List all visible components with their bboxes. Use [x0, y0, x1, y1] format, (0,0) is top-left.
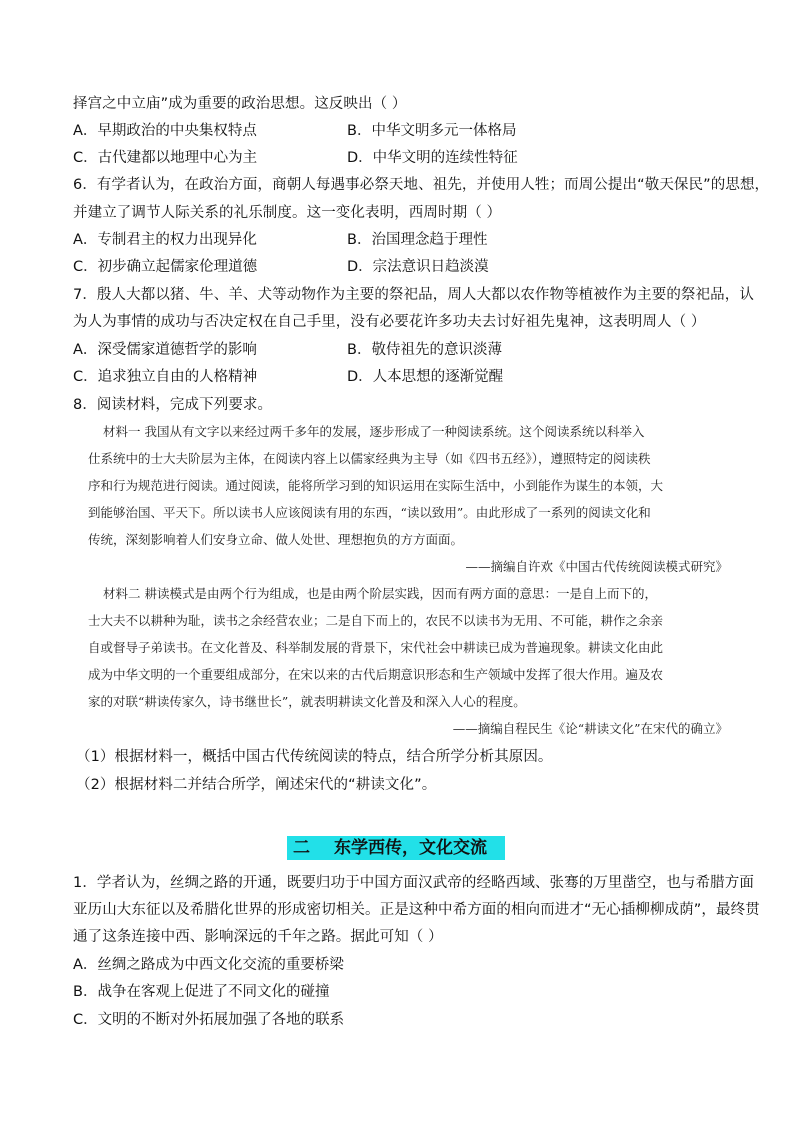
q5-stem-line: 择宫之中立庙”成为重要的政治思想。这反映出（ ） [73, 96, 407, 112]
material1-line: 仕系统中的士大夫阶层为主体，在阅读内容上以儒家经典为主导（如《四书五经》），遵照特定的阅读秩 [88, 451, 651, 466]
s2q1-stem-line-2: 亚历山大东征以及希腊化世界的形成密切相关。正是这种中希方面的相向而进才“无心插柳柳成荫”，最终贯 [73, 902, 760, 918]
material1-line: 序和行为规范进行阅读。通过阅读，能将所学习到的知识运用在实际生活中，小到能作为谋生的本领，大 [88, 478, 664, 493]
q5-option-d: D．中华文明的连续性特征 [347, 150, 518, 166]
q6-option-a: A．专制君主的权力出现异化 [73, 232, 257, 248]
section-title: 东学西传，文化交流 [334, 838, 487, 858]
q6-stem-line-2: 并建立了调节人际关系的礼乐制度。这一变化表明，西周时期（ ） [73, 205, 502, 221]
q5-option-a: A．早期政治的中央集权特点 [73, 123, 257, 139]
s2q1-stem-line-3: 通了这条连接中西、影响深远的千年之路。据此可知（ ） [73, 929, 443, 945]
s2q1-option-a: A．丝绸之路成为中西文化交流的重要桥梁 [73, 957, 344, 973]
q5-option-b: B．中华文明多元一体格局 [347, 123, 517, 139]
q6-option-b: B．治国理念趋于理性 [347, 232, 488, 248]
material1-line: 传统，深刻影响着人们安身立命、做人处世、理想抱负的方方面面。 [88, 532, 464, 547]
material2-line: 家的对联“耕读传家久，诗书继世长”，就表明耕读文化普及和深入人心的程度。 [88, 694, 526, 709]
q6-option-c: C．初步确立起儒家伦理道德 [73, 259, 258, 275]
q6-option-d: D．宗法意识日趋淡漠 [347, 259, 489, 275]
material2-line: 自或督导子弟读书。在文化普及、科举制发展的背景下，宋代社会中耕读已成为普遍现象。耕读文化由此 [88, 640, 664, 655]
section-heading [287, 836, 505, 860]
s2q1-option-c: C．文明的不断对外拓展加强了各地的联系 [73, 1012, 345, 1028]
section-number: 二 [293, 838, 310, 858]
q7-stem-line-2: 为人为事情的成功与否决定权在自己手里，没有必要花许多功夫去讨好祖先鬼神，这表明周人（ ） [73, 314, 706, 330]
q8-requirement-1: （1）根据材料一，概括中国古代传统阅读的特点，结合所学分析其原因。 [76, 749, 553, 765]
q5-option-c: C．古代建都以地理中心为主 [73, 150, 258, 166]
q7-option-b: B．敬侍祖先的意识淡薄 [347, 342, 502, 358]
q8-intro: 8．阅读材料，完成下列要求。 [73, 397, 273, 413]
s2q1-stem-line-1: 1．学者认为，丝绸之路的开通，既要归功于中国方面汉武帝的经略西域、张骞的万里凿空，也与希腊方面 [73, 875, 754, 891]
material2-line: 士大夫不以耕种为耻，读书之余经营农业；二是自下而上的，农民不以读书为无用、不可能，耕作之余亲 [88, 613, 664, 628]
q7-option-c: C．追求独立自由的人格精神 [73, 369, 258, 385]
material1-line: 到能够治国、平天下。所以读书人应该阅读有用的东西，“读以致用”。由此形成了一系列的阅读文化和 [88, 505, 651, 520]
material1-line: 材料一 我国从有文字以来经过两千多年的发展，逐步形成了一种阅读系统。这个阅读系统以科举入 [103, 424, 645, 439]
q7-option-a: A．深受儒家道德哲学的影响 [73, 342, 257, 358]
material2-line: 成为中华文明的一个重要组成部分，在宋以来的古代后期意识形态和生产领域中发挥了很大作用。遍及农 [88, 667, 664, 682]
material2-source: ——摘编自程民生《论“耕读文化”在宋代的确立》 [452, 721, 728, 736]
s2q1-option-b: B．战争在客观上促进了不同文化的碰撞 [73, 984, 330, 1000]
q7-option-d: D．人本思想的逐渐觉醒 [347, 369, 504, 385]
q6-stem-line-1: 6．有学者认为，在政治方面，商朝人每遇事必祭天地、祖先，并使用人牲；而周公提出“敬天保民”的思想， [73, 177, 770, 193]
q7-stem-line-1: 7．殷人大都以猪、牛、羊、犬等动物作为主要的祭祀品，周人大都以农作物等植被作为主要的祭祀品，认 [73, 287, 754, 303]
q8-requirement-2: （2）根据材料二并结合所学，阐述宋代的“耕读文化”。 [76, 777, 437, 793]
material1-source: ——摘编自许欢《中国古代传统阅读模式研究》 [465, 559, 728, 574]
material2-line: 材料二 耕读模式是由两个行为组成，也是由两个阶层实践，因而有两方面的意思：一是自上而下的， [103, 586, 657, 601]
